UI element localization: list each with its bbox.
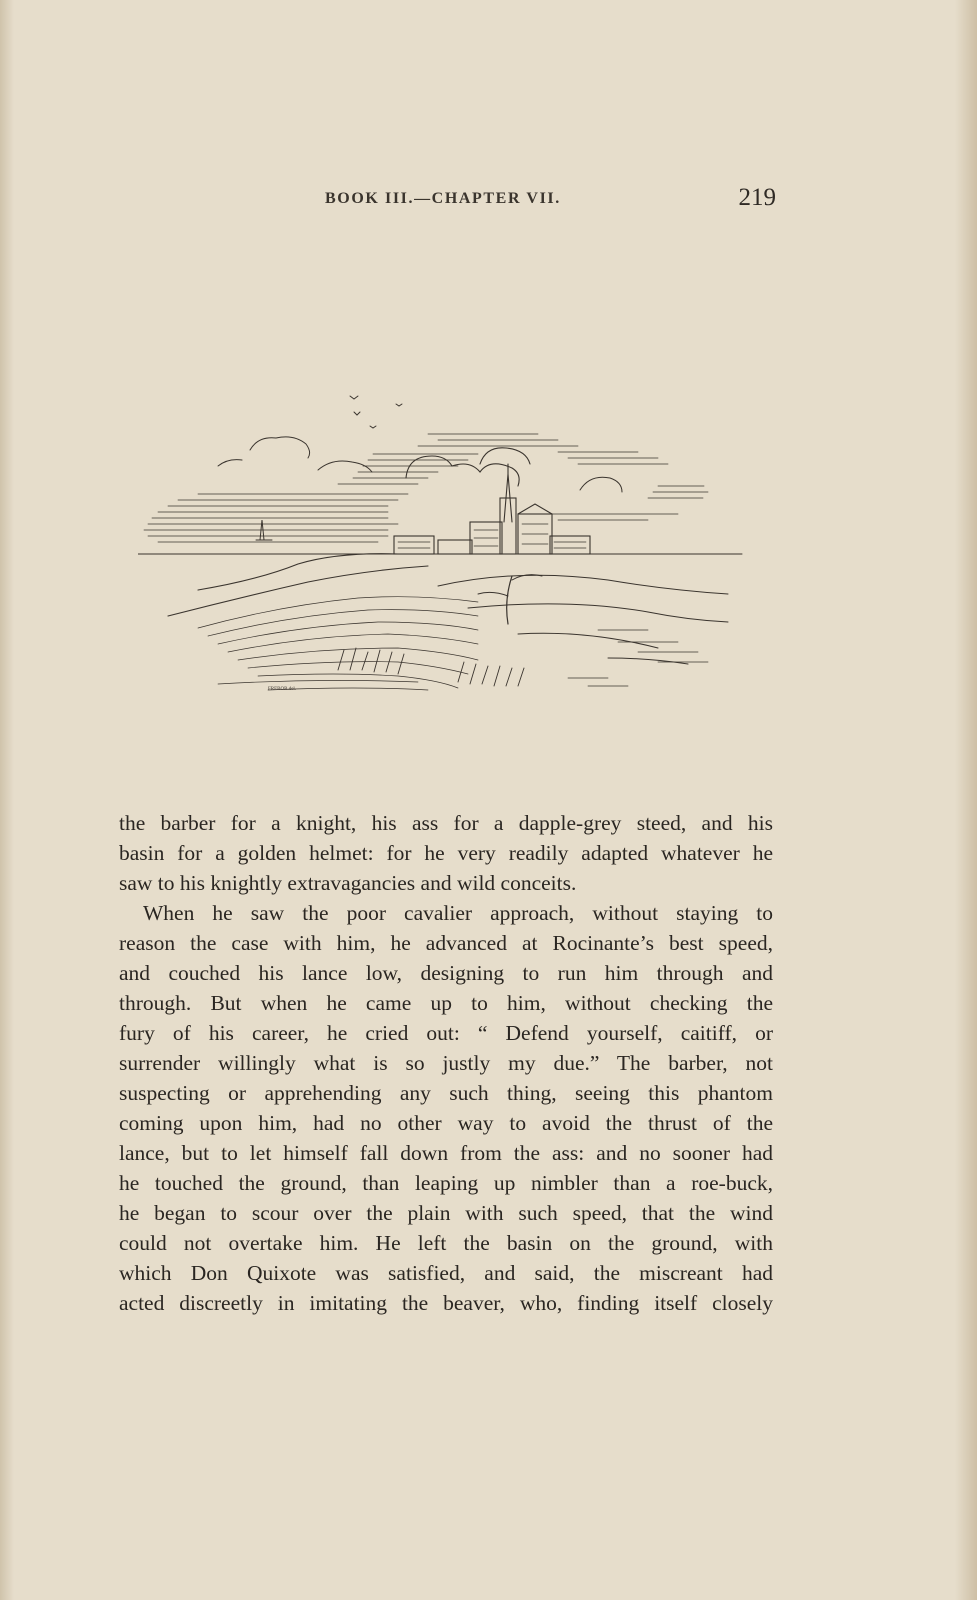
text-line: reason the case with him, he advanced at Rocinante’s best speed, [119,931,773,955]
engraver-signature: FREBOR.del. [268,687,297,692]
text-line: and couched his lance low, designing to run him through and [119,961,773,985]
text-line: suspecting or apprehending any such thing, seeing this phantom [119,1081,773,1105]
text-line: he began to scour over the plain with such speed, that the wind [119,1201,773,1225]
landscape-engraving-icon [138,390,750,710]
text-line: the barber for a knight, his ass for a dapple-grey steed, and his [119,811,773,835]
text-line: surrender willingly what is so justly my due.” The barber, not [119,1051,773,1075]
text-line: basin for a golden helmet: for he very readily adapted whatever he [119,841,773,865]
text-line: through. But when he came up to him, without checking the [119,991,773,1015]
running-head [118,186,776,216]
text-line: acted discreetly in imitating the beaver, who, finding itself closely [119,1291,773,1315]
body-text [119,808,773,1318]
text-line: saw to his knightly extravagancies and wild conceits. [119,871,577,895]
running-title: BOOK III.—CHAPTER VII. [325,190,561,207]
text-line: When he saw the poor cavalier approach, without staying to [143,901,773,925]
text-line: fury of his career, he cried out: “ Defend yourself, caitiff, or [119,1021,773,1045]
text-line: lance, but to let himself fall down from the ass: and no sooner had [119,1141,773,1165]
text-line: which Don Quixote was satisfied, and said, the miscreant had [119,1261,773,1285]
text-line: he touched the ground, than leaping up nimbler than a roe-buck, [119,1171,773,1195]
page-number: 219 [738,184,776,211]
page-edge-right [955,0,977,1600]
page-edge-left [0,0,14,1600]
text-line: could not overtake him. He left the basin on the ground, with [119,1231,773,1255]
text-line: coming upon him, had no other way to avoid the thrust of the [119,1111,773,1135]
